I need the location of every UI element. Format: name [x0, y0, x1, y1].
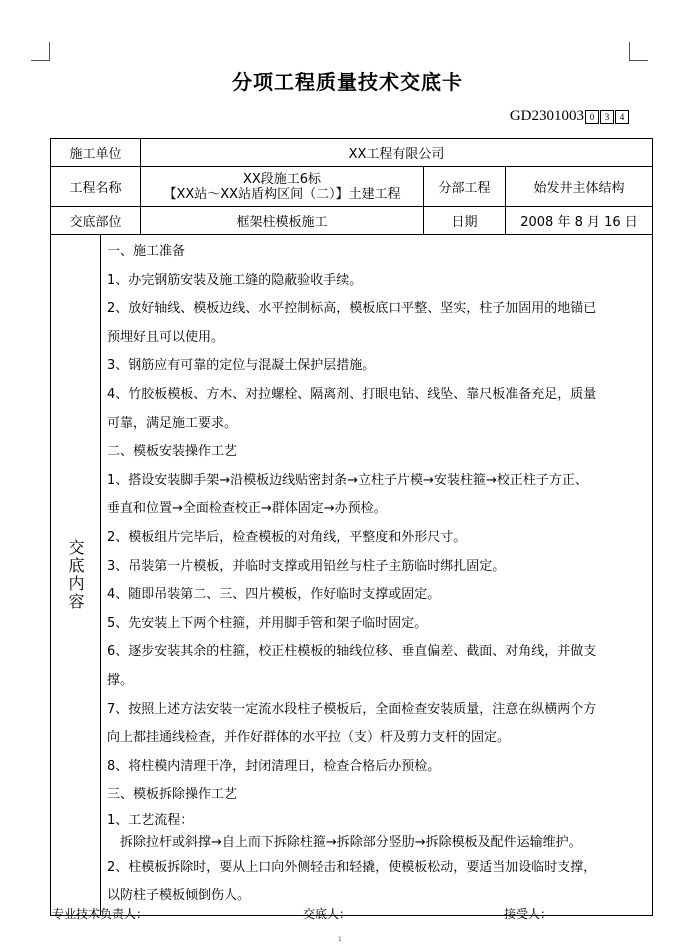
subproject-value: 始发井主体结构	[506, 167, 653, 207]
content-line: 垂直和位置→全面检查校正→群体固定→办预检。	[107, 501, 387, 517]
unit-label: 施工单位	[51, 139, 141, 167]
document-title: 分项工程质量技术交底卡	[232, 70, 463, 94]
content-line: 6、逐步安装其余的柱箍，校正柱模板的轴线位移、垂直偏差、截面、对角线，并做支	[107, 644, 597, 660]
content-label-cell	[51, 235, 101, 916]
content-line: 2、柱模板拆除时，要从上口向外侧轻击和轻撬，使模板松动，要适当加设临时支撑，	[107, 859, 597, 875]
page-number: 1	[338, 936, 342, 943]
date-value: 2008 年 8 月 16 日	[506, 207, 653, 235]
content-line: 1、办完钢筋安装及施工缝的隐蔽验收手续。	[107, 272, 363, 288]
doc-number-prefix: GD2301003	[509, 108, 584, 124]
content-line: 7、按照上述方法安装一定流水段柱子模板后，全面检查安装质量，注意在纵横两个方	[107, 701, 597, 717]
project-line-1: XX段施工6标	[242, 171, 322, 187]
content-line: 三、模板拆除操作工艺	[107, 787, 238, 803]
content-label: 交底内容	[66, 539, 85, 612]
content-line: 二、模板安装操作工艺	[107, 444, 238, 460]
content-line: 撑。	[107, 672, 134, 688]
content-line: 8、将柱模内清理干净，封闭清理日，检查合格后办预检。	[107, 758, 441, 774]
tech-lead-signature: 专业技术负责人：	[52, 907, 149, 921]
discloser-signature: 交底人：	[303, 907, 352, 921]
receiver-signature: 接受人：	[504, 907, 553, 921]
content-line: 2、模板组片完毕后，检查模板的对角线，平整度和外形尺寸。	[107, 529, 467, 545]
subproject-label: 分部工程	[424, 167, 506, 207]
content-line: 一、施工准备	[107, 244, 186, 259]
part-value: 框架柱模板施工	[141, 207, 424, 235]
date-label: 日期	[424, 207, 506, 235]
crop-mark-top-left	[31, 42, 50, 61]
project-value	[141, 167, 424, 207]
doc-number-box: 4	[615, 110, 629, 124]
content-line: 4、随即吊装第二、三、四片模板，作好临时支撑或固定。	[107, 587, 441, 603]
doc-number-box: 3	[600, 110, 614, 124]
content-line: 4、竹胶板模板、方木、对拉螺栓、隔离剂、打眼电钻、线坠、靠尺板准备充足，质量	[107, 386, 597, 402]
part-label: 交底部位	[51, 207, 141, 235]
content-line: 3、钢筋应有可靠的定位与混凝土保护层措施。	[107, 358, 376, 374]
content-line: 1、搭设安装脚手架→沿模板边线贴密封条→立柱子片模→安装柱箍→校正柱子方正、	[107, 472, 588, 488]
crop-mark-top-right	[629, 42, 648, 61]
content-line: 向上都挂通线检查，并作好群体的水平拉（支）杆及剪力支杆的固定。	[107, 730, 511, 746]
content-line: 5、先安装上下两个柱箍，并用脚手管和架子临时固定。	[107, 615, 428, 631]
unit-value: XX工程有限公司	[141, 139, 653, 167]
content-line: 拆除拉杆或斜撑→自上而下拆除柱箍→拆除部分竖肋→拆除模板及配件运输维护。	[107, 834, 582, 850]
disclosure-table	[50, 138, 653, 916]
content-body	[101, 235, 653, 916]
content-line: 1、工艺流程：	[107, 812, 194, 828]
content-line: 3、吊装第一片模板，并临时支撑或用铅丝与柱子主筋临时绑扎固定。	[107, 558, 506, 574]
content-line: 以防柱子模板倾倒伤人。	[107, 888, 251, 904]
doc-number-box: 0	[585, 110, 599, 124]
content-line: 2、放好轴线、模板边线、水平控制标高，模板底口平整、坚实，柱子加固用的地锚已	[107, 301, 597, 317]
project-line-2: 【XX站～XX站盾构区间（二）】土建工程	[163, 186, 401, 202]
content-line: 可靠，满足施工要求。	[107, 415, 238, 431]
content-line: 预埋好且可以使用。	[107, 329, 225, 345]
project-label: 工程名称	[51, 167, 141, 207]
document-number	[510, 108, 629, 125]
